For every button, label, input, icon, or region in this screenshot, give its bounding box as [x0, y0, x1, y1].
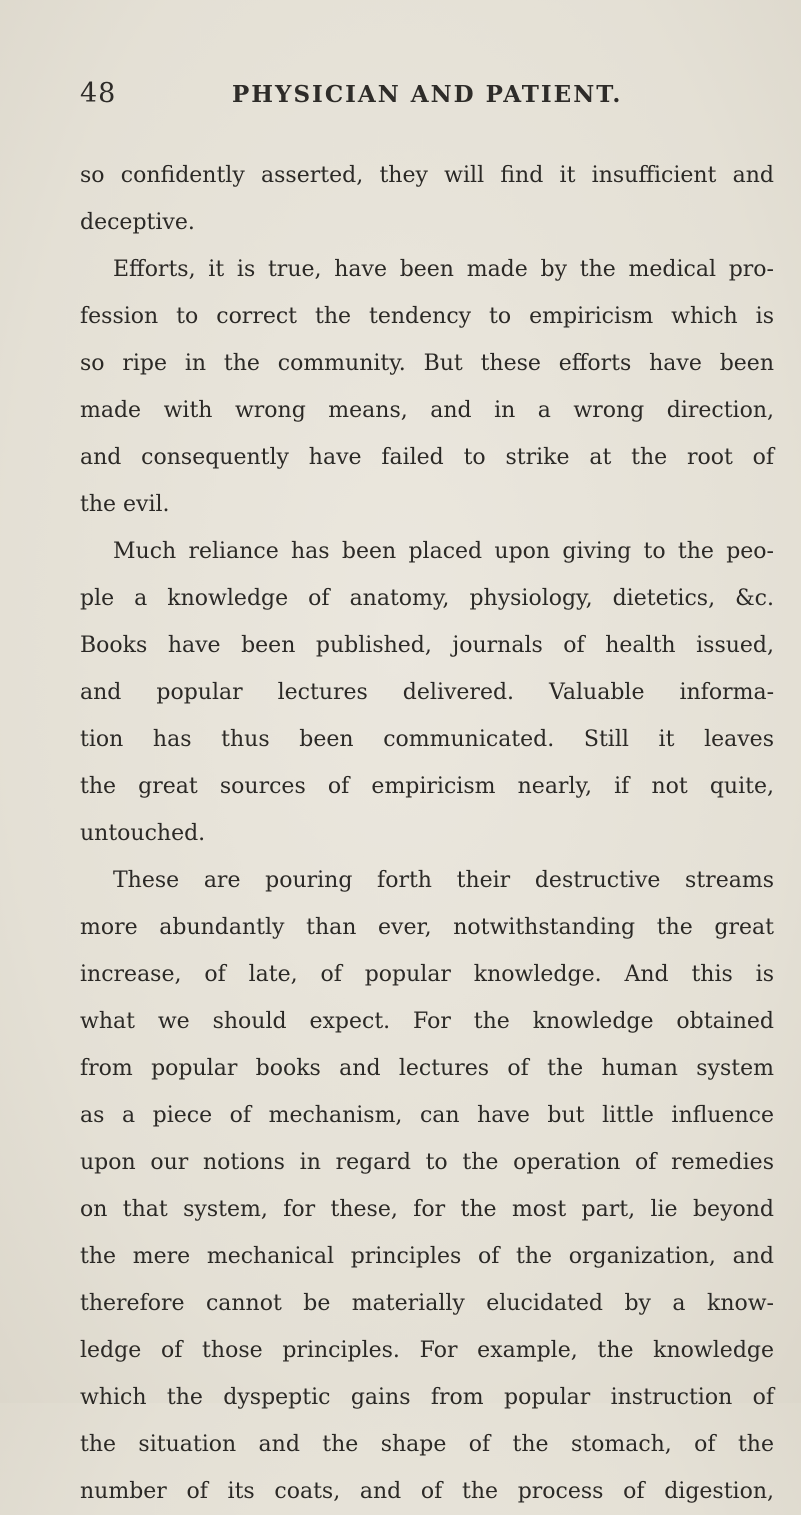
- text-line: so ripe in the community. But these efforts have been: [80, 351, 774, 376]
- running-head: [80, 78, 740, 118]
- text-line: therefore cannot be materially elucidated by a know-: [80, 1291, 774, 1316]
- page-number: 48: [80, 78, 117, 109]
- text-line: the great sources of empiricism nearly, if not quite,: [80, 774, 774, 799]
- text-line: which the dyspeptic gains from popular instruction of: [80, 1385, 774, 1410]
- text-line: the mere mechanical principles of the organization, and: [80, 1244, 774, 1269]
- text-line: ledge of those principles. For example, the knowledge: [80, 1338, 774, 1363]
- text-line: more abundantly than ever, notwithstanding the great: [80, 915, 774, 940]
- text-line: upon our notions in regard to the operation of remedies: [80, 1150, 774, 1175]
- text-line: Efforts, it is true, have been made by the medical pro-: [113, 257, 774, 282]
- text-line: deceptive.: [80, 210, 195, 235]
- body-text: [80, 152, 774, 1515]
- text-line: ple a knowledge of anatomy, physiology, dietetics, &c.: [80, 586, 774, 611]
- text-line: These are pouring forth their destructive streams: [113, 868, 774, 893]
- text-line: Much reliance has been placed upon giving to the peo-: [113, 539, 774, 564]
- running-title: PHYSICIAN AND PATIENT.: [232, 81, 623, 108]
- text-line: the evil.: [80, 492, 170, 517]
- text-line: made with wrong means, and in a wrong direction,: [80, 398, 774, 423]
- text-line: increase, of late, of popular knowledge. And this is: [80, 962, 774, 987]
- text-line: what we should expect. For the knowledge obtained: [80, 1009, 774, 1034]
- text-line: untouched.: [80, 821, 206, 846]
- text-line: and consequently have failed to strike at the root of: [80, 445, 774, 470]
- text-line: from popular books and lectures of the human system: [80, 1056, 774, 1081]
- text-line: tion has thus been communicated. Still it leaves: [80, 727, 774, 752]
- text-line: Books have been published, journals of health issued,: [80, 633, 774, 658]
- text-line: as a piece of mechanism, can have but little influence: [80, 1103, 774, 1128]
- text-line: on that system, for these, for the most part, lie beyond: [80, 1197, 774, 1222]
- text-line: number of its coats, and of the process of digestion,: [80, 1479, 774, 1504]
- text-line: fession to correct the tendency to empiricism which is: [80, 304, 774, 329]
- text-line: and popular lectures delivered. Valuable informa-: [80, 680, 774, 705]
- text-line: the situation and the shape of the stomach, of the: [80, 1432, 774, 1457]
- text-line: so confidently asserted, they will find it insufficient and: [80, 163, 774, 188]
